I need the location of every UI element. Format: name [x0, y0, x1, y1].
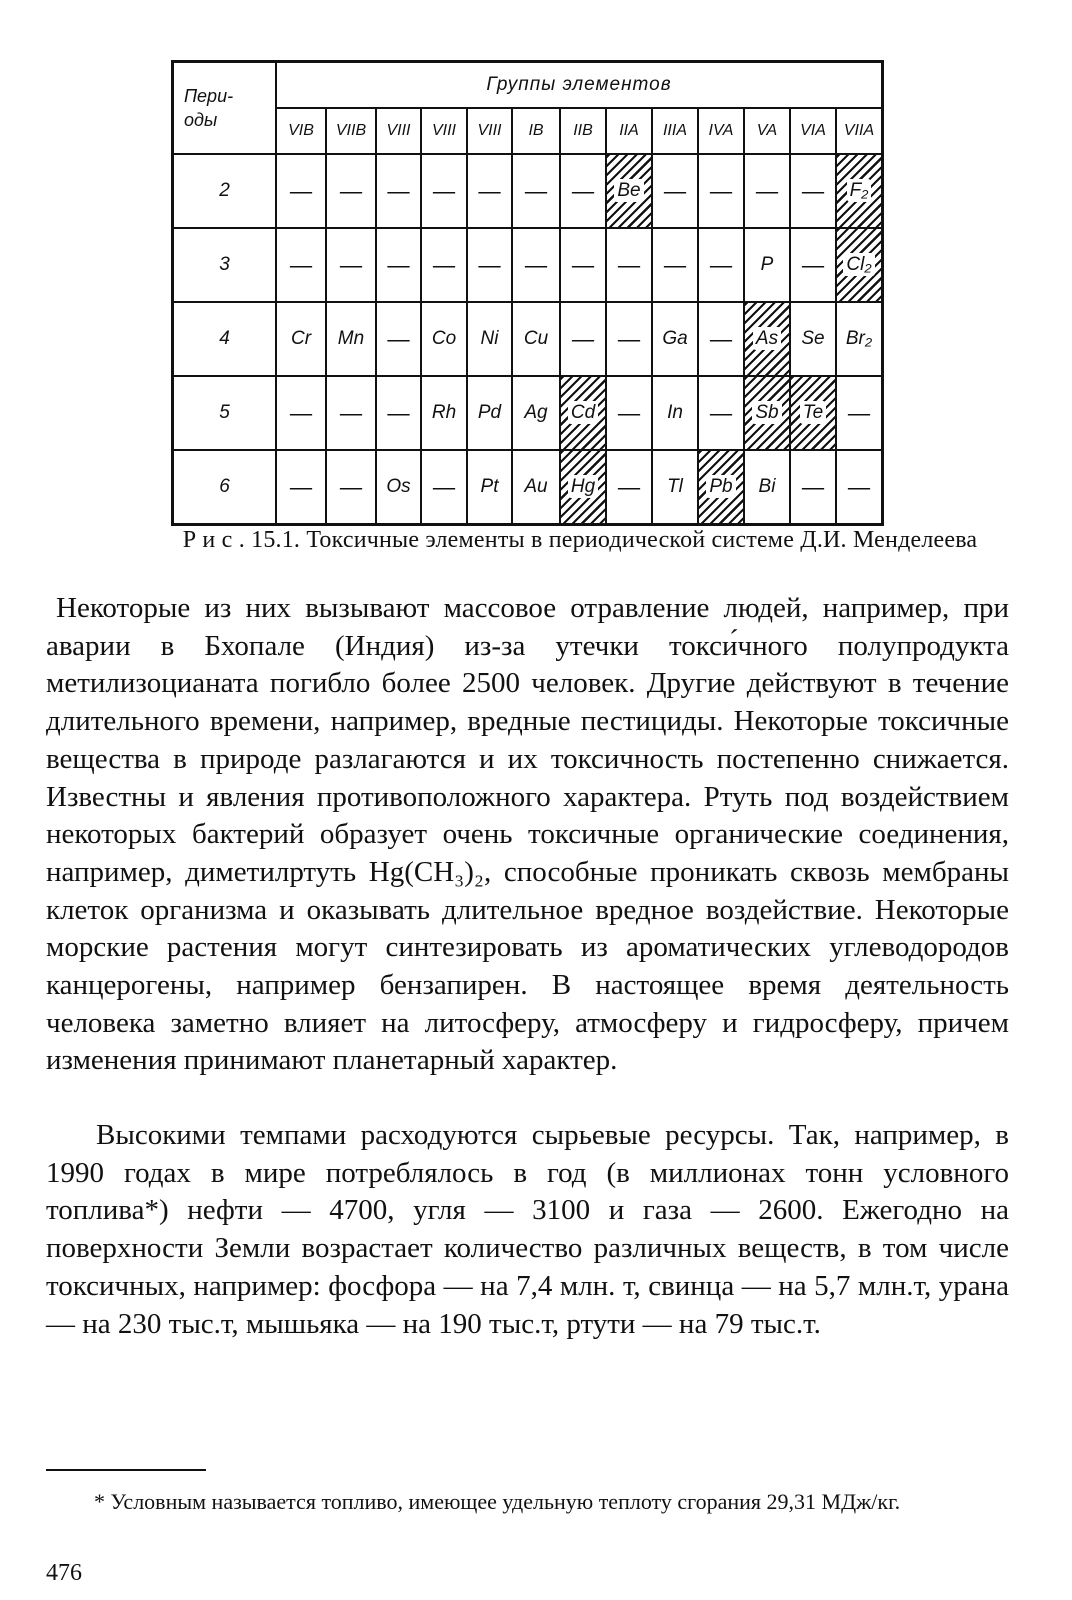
toxic-elements-figure [171, 60, 884, 526]
element-cell: Rh [421, 376, 467, 450]
empty-cell-dash: — [421, 228, 467, 302]
toxic-element-cell: As [744, 302, 790, 376]
empty-cell-dash: — [698, 302, 744, 376]
empty-cell-dash: — [376, 376, 421, 450]
empty-cell-dash: — [560, 302, 606, 376]
empty-cell-dash: — [326, 228, 376, 302]
element-cell: In [652, 376, 698, 450]
element-cell: Ni [467, 302, 512, 376]
empty-cell-dash: — [606, 376, 652, 450]
empty-cell-dash: — [421, 154, 467, 228]
empty-cell-dash: — [276, 154, 326, 228]
element-cell: Au [512, 450, 560, 525]
empty-cell-dash: — [560, 228, 606, 302]
toxic-element-cell: Pb [698, 450, 744, 525]
page-number: 476 [46, 1560, 82, 1586]
empty-cell-dash: — [606, 228, 652, 302]
element-cell: Tl [652, 450, 698, 525]
periodic-table [171, 60, 884, 526]
body-paragraph-1: Некоторые из них вызывают массовое отравление людей, например, при аварии в Бхопале (Индия) из-за утечки токси́чного полупродукта метилизоцианата погибло более 2500 человек. Другие действуют в течение длительного времени, например, вредные пестициды. Некоторые токсичные вещества в природе разлагаются и их токсичность постепенно снижается. Известны и явления противоположного характера. Ртуть под воздействием некоторых бактерий образует очень токсичные органические соединения, например, диметилртуть Hg(CH₃)₂, способные проникать сквозь мембраны клеток организма и оказывать длительное вредное воздействие. Некоторые морские растения могут синтезировать из ароматических углеводородов канцерогены, например бензапирен. В настоящее время деятельность человека заметно влияет на литосферу, атмосферу и гидросферу, причем изменения принимают планетарный характер. [46, 592, 1009, 1077]
element-cell: Mn [326, 302, 376, 376]
footnote: * Условным называется топливо, имеющее удельную теплоту сгорания 29,31 МДж/кг. [94, 1489, 901, 1514]
empty-cell-dash: — [560, 154, 606, 228]
period-row [173, 376, 883, 450]
element-cell: Ga [652, 302, 698, 376]
empty-cell-dash: — [376, 154, 421, 228]
group-label: VIIA [836, 108, 883, 154]
element-cell: Cr [276, 302, 326, 376]
element-cell: P [744, 228, 790, 302]
group-label: VIB [276, 108, 326, 154]
toxic-element-cell: Te [790, 376, 836, 450]
empty-cell-dash: — [376, 228, 421, 302]
group-label: IIB [560, 108, 606, 154]
element-cell: Pt [467, 450, 512, 525]
empty-cell-dash: — [836, 450, 883, 525]
empty-cell-dash: — [467, 228, 512, 302]
element-cell: Cu [512, 302, 560, 376]
empty-cell-dash: — [421, 450, 467, 525]
empty-cell-dash: — [790, 450, 836, 525]
period-row [173, 154, 883, 228]
element-cell: Os [376, 450, 421, 525]
group-label: VIA [790, 108, 836, 154]
groups-header: Группы элементов [276, 62, 883, 109]
empty-cell-dash: — [512, 228, 560, 302]
group-label: IVA [698, 108, 744, 154]
empty-cell-dash: — [326, 376, 376, 450]
group-label: VIII [421, 108, 467, 154]
toxic-element-cell: Be [606, 154, 652, 228]
empty-cell-dash: — [276, 376, 326, 450]
periods-header: Пери- оды [173, 62, 277, 155]
group-label: IIA [606, 108, 652, 154]
figure-caption: Р и с . 15.1. Токсичные элементы в периодической системе Д.И. Менделеева [182, 527, 978, 553]
empty-cell-dash: — [698, 228, 744, 302]
toxic-element-cell: Cd [560, 376, 606, 450]
group-label: IB [512, 108, 560, 154]
empty-cell-dash: — [276, 450, 326, 525]
toxic-element-cell: Hg [560, 450, 606, 525]
empty-cell-dash: — [652, 228, 698, 302]
footnote-separator [46, 1469, 206, 1471]
period-row [173, 450, 883, 525]
empty-cell-dash: — [376, 302, 421, 376]
empty-cell-dash: — [606, 302, 652, 376]
group-label: VA [744, 108, 790, 154]
empty-cell-dash: — [326, 450, 376, 525]
element-cell: Ag [512, 376, 560, 450]
empty-cell-dash: — [606, 450, 652, 525]
group-label: IIIA [652, 108, 698, 154]
element-cell: Pd [467, 376, 512, 450]
period-number: 2 [173, 154, 277, 228]
empty-cell-dash: — [467, 154, 512, 228]
empty-cell-dash: — [790, 228, 836, 302]
body-paragraph-2: Высокими темпами расходуются сырьевые ресурсы. Так, например, в 1990 годах в мире потреблялось в год (в миллионах тонн условного топлива*) нефти — 4700, угля — 3100 и газа — 2600. Ежегодно на поверхности Земли возрастает количество различных веществ, в том числе токсичных, например: фосфора — на 7,4 млн. т, свинца — на 5,7 млн.т, урана — на 230 тыс.т, мышьяка — на 190 тыс.т, ртути — на 79 тыс.т. [46, 1119, 1009, 1340]
empty-cell-dash: — [326, 154, 376, 228]
empty-cell-dash: — [276, 228, 326, 302]
period-number: 6 [173, 450, 277, 525]
element-cell: Br₂ [836, 302, 883, 376]
period-number: 5 [173, 376, 277, 450]
group-label: VIII [467, 108, 512, 154]
empty-cell-dash: — [698, 376, 744, 450]
element-cell: Se [790, 302, 836, 376]
period-row [173, 228, 883, 302]
empty-cell-dash: — [698, 154, 744, 228]
group-label: VIIB [326, 108, 376, 154]
empty-cell-dash: — [512, 154, 560, 228]
empty-cell-dash: — [836, 376, 883, 450]
empty-cell-dash: — [744, 154, 790, 228]
element-cell: Co [421, 302, 467, 376]
empty-cell-dash: — [652, 154, 698, 228]
period-number: 3 [173, 228, 277, 302]
period-row [173, 302, 883, 376]
group-label: VIII [376, 108, 421, 154]
toxic-element-cell: Sb [744, 376, 790, 450]
element-cell: Bi [744, 450, 790, 525]
empty-cell-dash: — [790, 154, 836, 228]
toxic-element-cell: Cl₂ [836, 228, 883, 302]
toxic-element-cell: F₂ [836, 154, 883, 228]
period-number: 4 [173, 302, 277, 376]
